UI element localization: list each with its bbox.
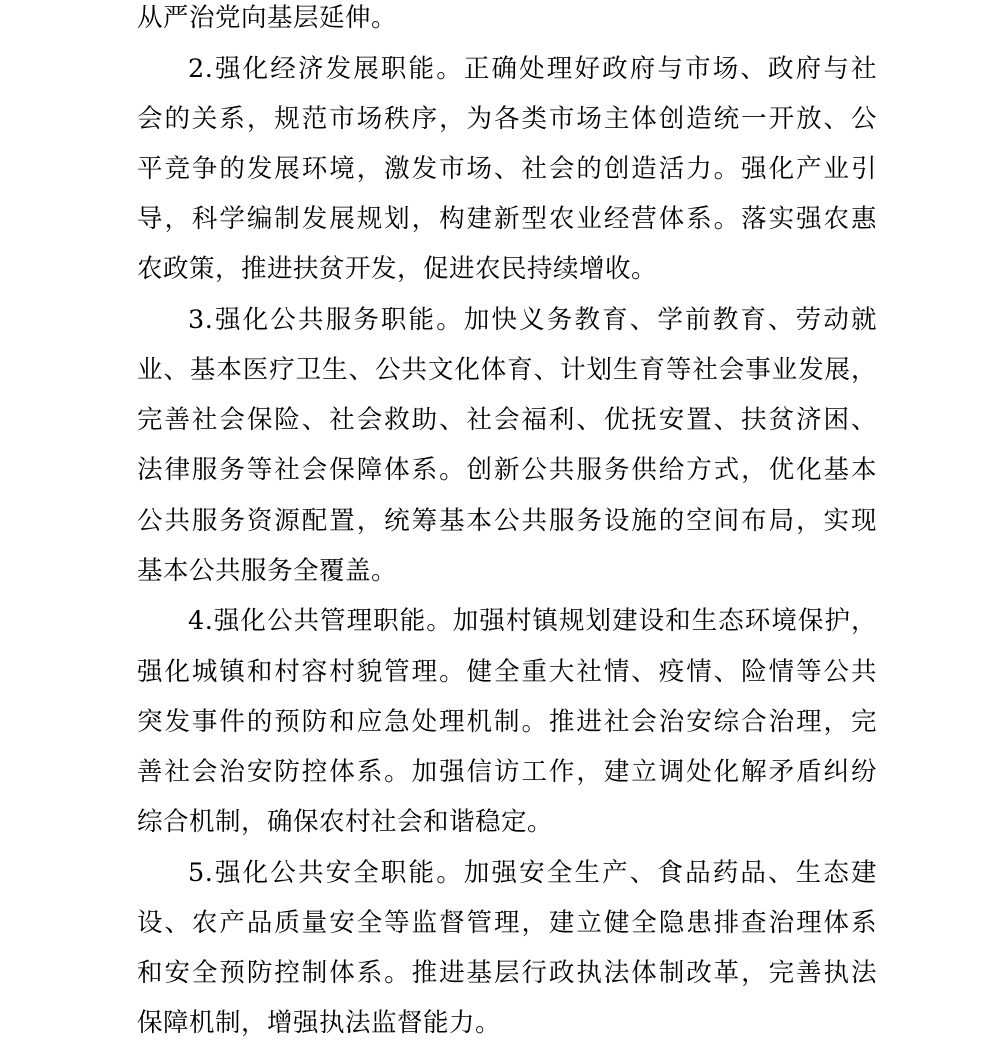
text-line: 2.强化经济发展职能。正确处理好政府与市场、政府与社 [188,54,877,84]
text-line: 法律服务等社会保障体系。创新公共服务供给方式，优化基本 [137,455,877,485]
text-line: 平竞争的发展环境，激发市场、社会的创造活力。强化产业引 [137,154,877,184]
text-line: 从严治党向基层延伸。 [137,3,398,33]
text-line: 设、农产品质量安全等监督管理，建立健全隐患排查治理体系 [137,908,877,938]
text-line: 综合机制，确保农村社会和谐稳定。 [137,807,554,837]
text-line: 会的关系，规范市场秩序，为各类市场主体创造统一开放、公 [137,104,877,134]
text-line: 保障机制，增强执法监督能力。 [137,1008,502,1038]
text-line: 5.强化公共安全职能。加强安全生产、食品药品、生态建 [188,858,877,888]
text-line: 善社会治安防控体系。加强信访工作，建立调处化解矛盾纠纷 [137,757,877,787]
text-line: 农政策，推进扶贫开发，促进农民持续增收。 [137,254,658,284]
text-line: 公共服务资源配置，统筹基本公共服务设施的空间布局，实现 [137,506,877,536]
text-line: 导，科学编制发展规划，构建新型农业经营体系。落实强农惠 [137,204,877,234]
text-line: 4.强化公共管理职能。加强村镇规划建设和生态环境保护， [188,606,877,636]
text-line: 强化城镇和村容村貌管理。健全重大社情、疫情、险情等公共 [137,657,877,687]
text-line: 3.强化公共服务职能。加快义务教育、学前教育、劳动就 [188,305,877,335]
text-line: 和安全预防控制体系。推进基层行政执法体制改革，完善执法 [137,958,877,988]
text-line: 完善社会保险、社会救助、社会福利、优抚安置、扶贫济困、 [137,405,877,435]
text-line: 业、基本医疗卫生、公共文化体育、计划生育等社会事业发展， [137,355,877,385]
text-line: 突发事件的预防和应急处理机制。推进社会治安综合治理，完 [137,707,877,737]
text-line: 基本公共服务全覆盖。 [137,556,398,586]
